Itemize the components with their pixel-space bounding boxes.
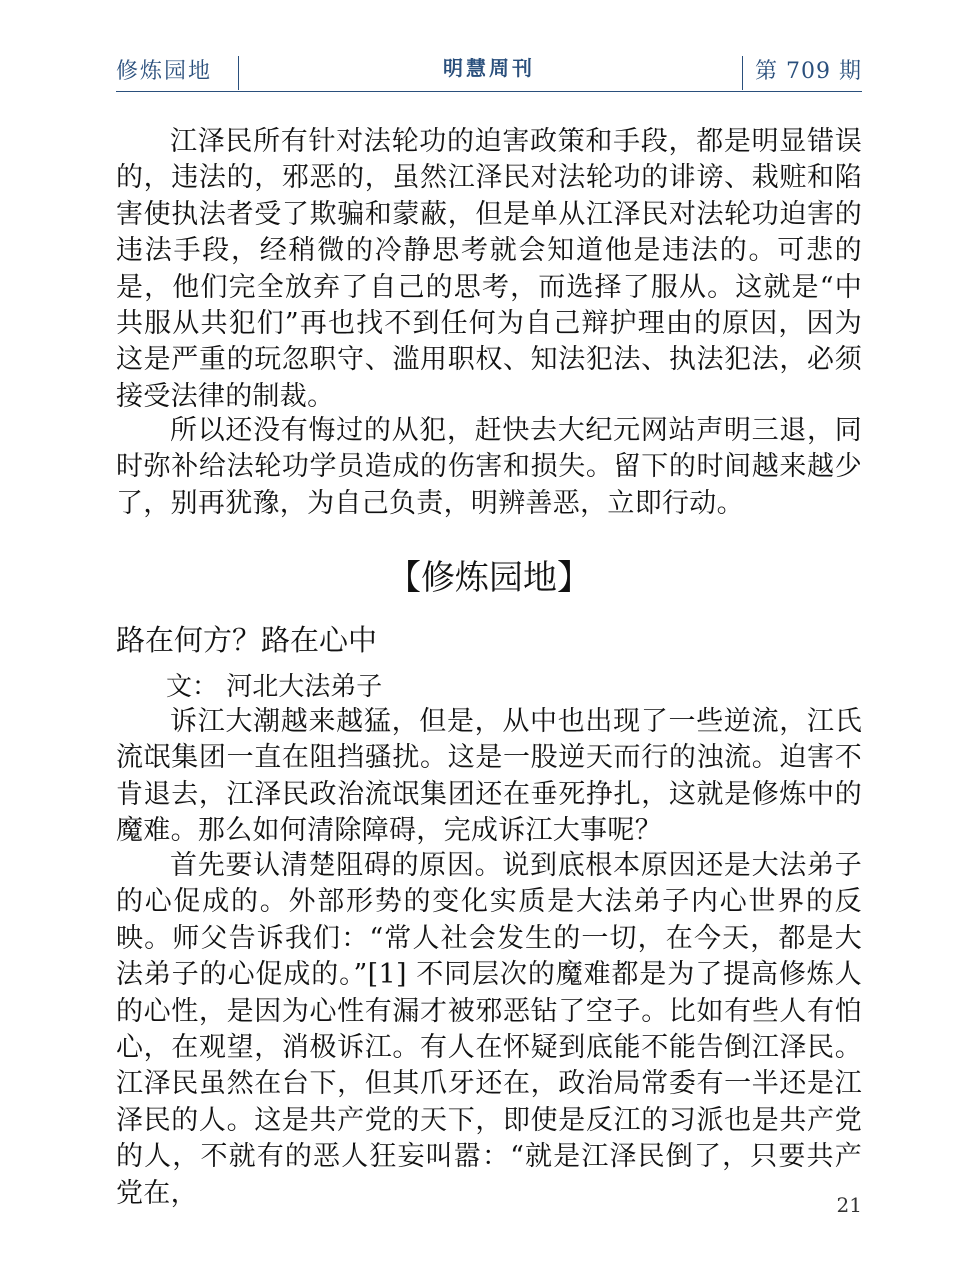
body-paragraph: 江泽民所有针对法轮功的迫害政策和手段，都是明显错误的，违法的，邪恶的，虽然江泽民对法轮功的诽谤、栽赃和陷害使执法者受了欺骗和蒙蔽，但是单从江泽民对法轮功迫害的违法手段，经稍微的冷静思考就会知道他是违法的。可悲的是，他们完全放弃了自己的思考，而选择了服从。这就是“中共服从共犯们”再也找不到任何为自己辩护理由的原因，因为这是严重的玩忽职守、滥用职权、知法犯法、执法犯法，必须接受法律的制裁。 [116,126,862,412]
header-masthead: 明慧周刊 [443,56,535,80]
section-heading: 【修炼园地】 [387,558,591,598]
page-number: 21 [836,1193,862,1217]
page-header [116,52,862,90]
article-author: 文： 河北大法弟子 [166,672,383,702]
header-rule [116,91,862,92]
header-section-label: 修炼园地 [116,59,213,84]
article-title: 路在何方？路在心中 [116,623,378,657]
article-paragraph: 诉江大潮越来越猛，但是，从中也出现了一些逆流，江氏流氓集团一直在阻挡骚扰。这是一股逆天而行的浊流。迫害不肯退去，江泽民政治流氓集团还在垂死挣扎，这就是修炼中的魔难。那么如何清除障碍，完成诉江大事呢？ [116,706,862,847]
article-paragraph: 首先要认清楚阻碍的原因。说到底根本原因还是大法弟子的心促成的。外部形势的变化实质是大法弟子内心世界的反映。师父告诉我们：“常人社会发生的一切，在今天，都是大法弟子的心促成的。”[1] 不同层次的魔难都是为了提高修炼人的心性，是因为心性有漏才被邪恶钻了空子。比如有些人有怕心，在观望，消极诉江。有人在怀疑到底能不能告倒江泽民。江泽民虽然在台下，但其爪牙还在，政治局常委有一半还是江泽民的人。这是共产党的天下，即使是反江的习派也是共产党的人，不就有的恶人狂妄叫嚣：“就是江泽民倒了，只要共产党在， [116,850,862,1209]
header-issue-number: 第 709 期 [755,59,862,84]
body-paragraph: 所以还没有悔过的从犯，赶快去大纪元网站声明三退，同时弥补给法轮功学员造成的伤害和损失。留下的时间越来越少了，别再犹豫，为自己负责，明辨善恶，立即行动。 [116,415,862,519]
header-divider-right [742,56,743,90]
